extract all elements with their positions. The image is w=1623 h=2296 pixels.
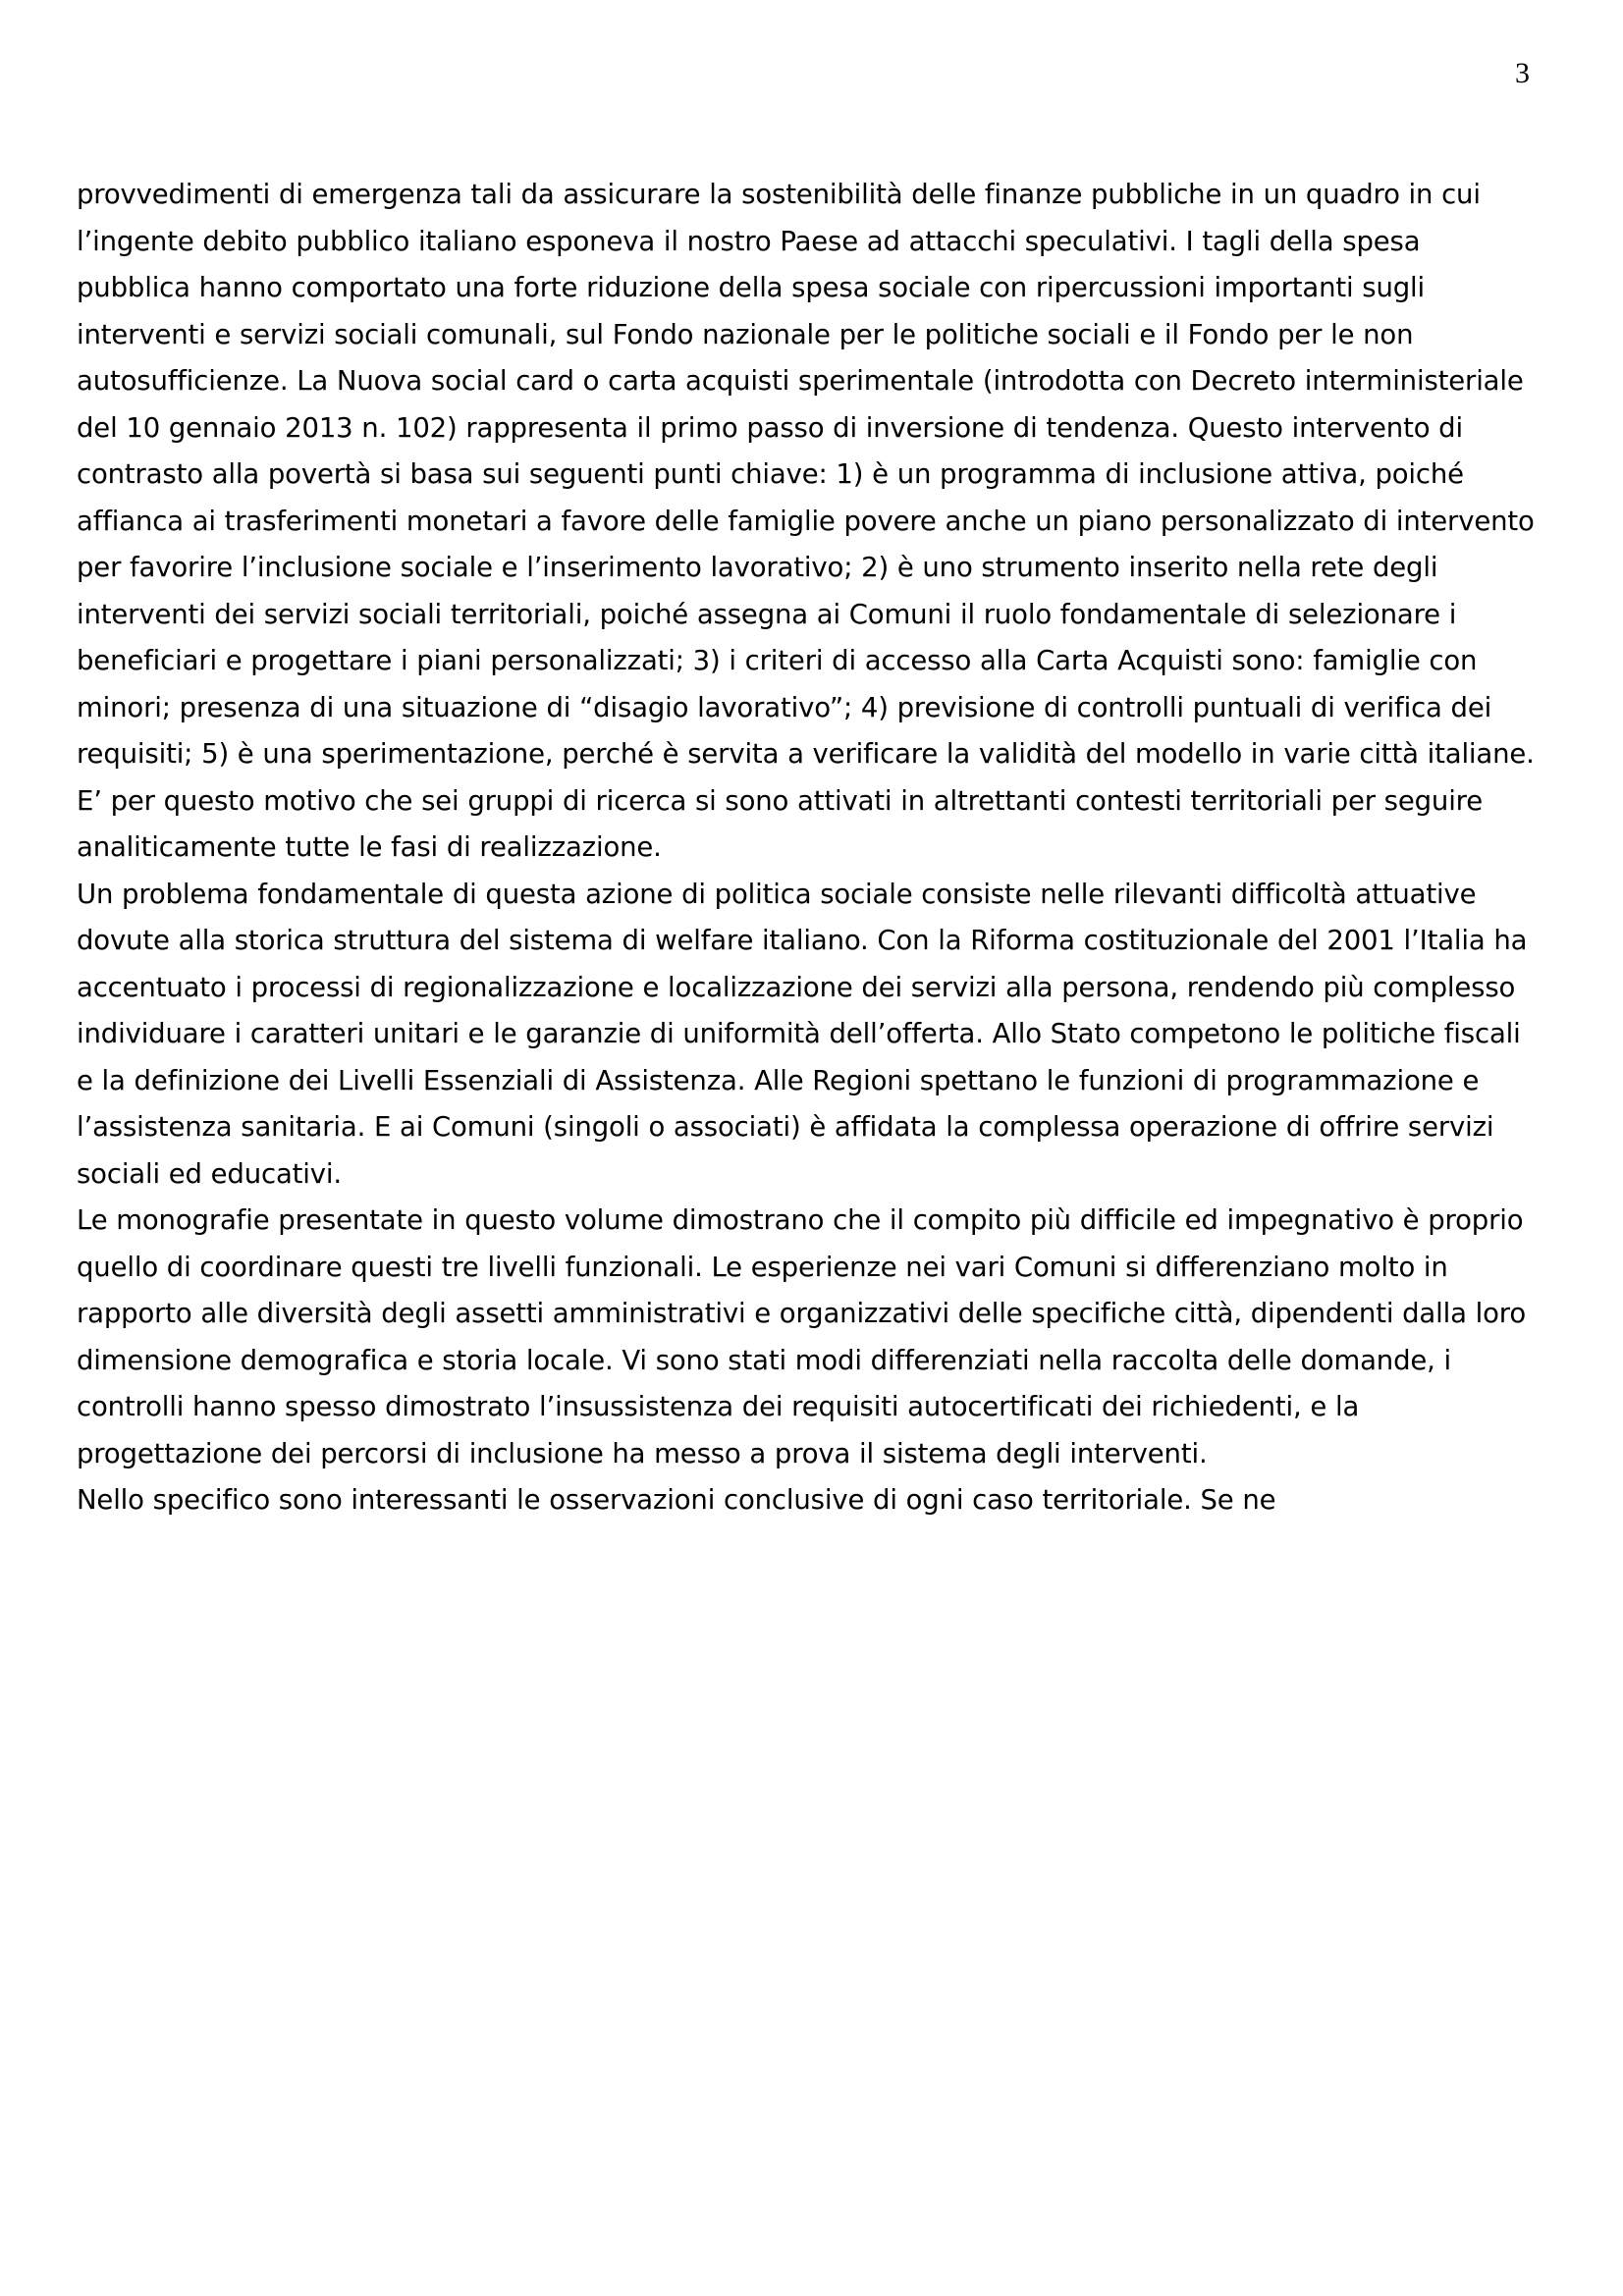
paragraph-3: Le monografie presentate in questo volume dimostrano che il compito più difficile ed impegnativo è proprio quello di coordinare questi tre livelli funzionali. Le esperienze nei vari Comuni si differenziano molto in rapporto alle diversità degli assetti amministrativi e organizzativi delle specifiche città, dipendenti dalla loro dimensione demografica e storia locale. Vi sono stati modi differenziati nella raccolta delle domande, i controlli hanno spesso dimostrato l’insussistenza dei requisiti autocertificati dei richiedenti, e la progettazione dei percorsi di inclusione ha messo a prova il sistema degli interventi. [77, 1204, 1526, 1469]
paragraph-4: Nello specifico sono interessanti le osservazioni conclusive di ogni caso territoriale. Se ne [77, 1484, 1276, 1516]
page-number: 3 [1515, 57, 1530, 89]
paragraph-1: provvedimenti di emergenza tali da assicurare la sostenibilità delle finanze pubbliche in un quadro in cui l’ingente debito pubblico italiano esponeva il nostro Paese ad attacchi speculativi. I tagli della spesa pubblica hanno comportato una forte riduzione della spesa sociale con ripercussioni importanti sugli interventi e servizi sociali comunali, sul Fondo nazionale per le politiche sociali e il Fondo per le non autosufficienze. La Nuova social card o carta acquisti sperimentale (introdotta con Decreto interministeriale del 10 gennaio 2013 n. 102) rappresenta il primo passo di inversione di tendenza. Questo intervento di contrasto alla povertà si basa sui seguenti punti chiave: 1) è un programma di inclusione attiva, poiché affianca ai trasferimenti monetari a favore delle famiglie povere anche un piano personalizzato di intervento per favorire l’inclusione sociale e l’inserimento lavorativo; 2) è uno strumento inserito nella rete degli interventi dei servizi sociali territoriali, poiché assegna ai Comuni il ruolo fondamentale di selezionare i beneficiari e progettare i piani personalizzati; 3) i criteri di accesso alla Carta Acquisti sono: famiglie con minori; presenza di una situazione di “disagio lavorativo”; 4) previsione di controlli puntuali di verifica dei requisiti; 5) è una sperimentazione, perché è servita a verificare la validità del modello in varie città italiane. E’ per questo motivo che sei gruppi di ricerca si sono attivati in altrettanti contesti territoriali per seguire analiticamente tutte le fasi di realizzazione. [77, 179, 1535, 863]
document-body [77, 172, 1538, 1524]
paragraph-2: Un problema fondamentale di questa azione di politica sociale consiste nelle rilevanti difficoltà attuative dovute alla storica struttura del sistema di welfare italiano. Con la Riforma costituzionale del 2001 l’Italia ha accentuato i processi di regionalizzazione e localizzazione dei servizi alla persona, rendendo più complesso individuare i caratteri unitari e le garanzie di uniformità dell’offerta. Allo Stato competono le politiche fiscali e la definizione dei Livelli Essenziali di Assistenza. Alle Regioni spettano le funzioni di programmazione e l’assistenza sanitaria. E ai Comuni (singoli o associati) è affidata la complessa operazione di offrire servizi sociali ed educativi. [77, 878, 1528, 1190]
